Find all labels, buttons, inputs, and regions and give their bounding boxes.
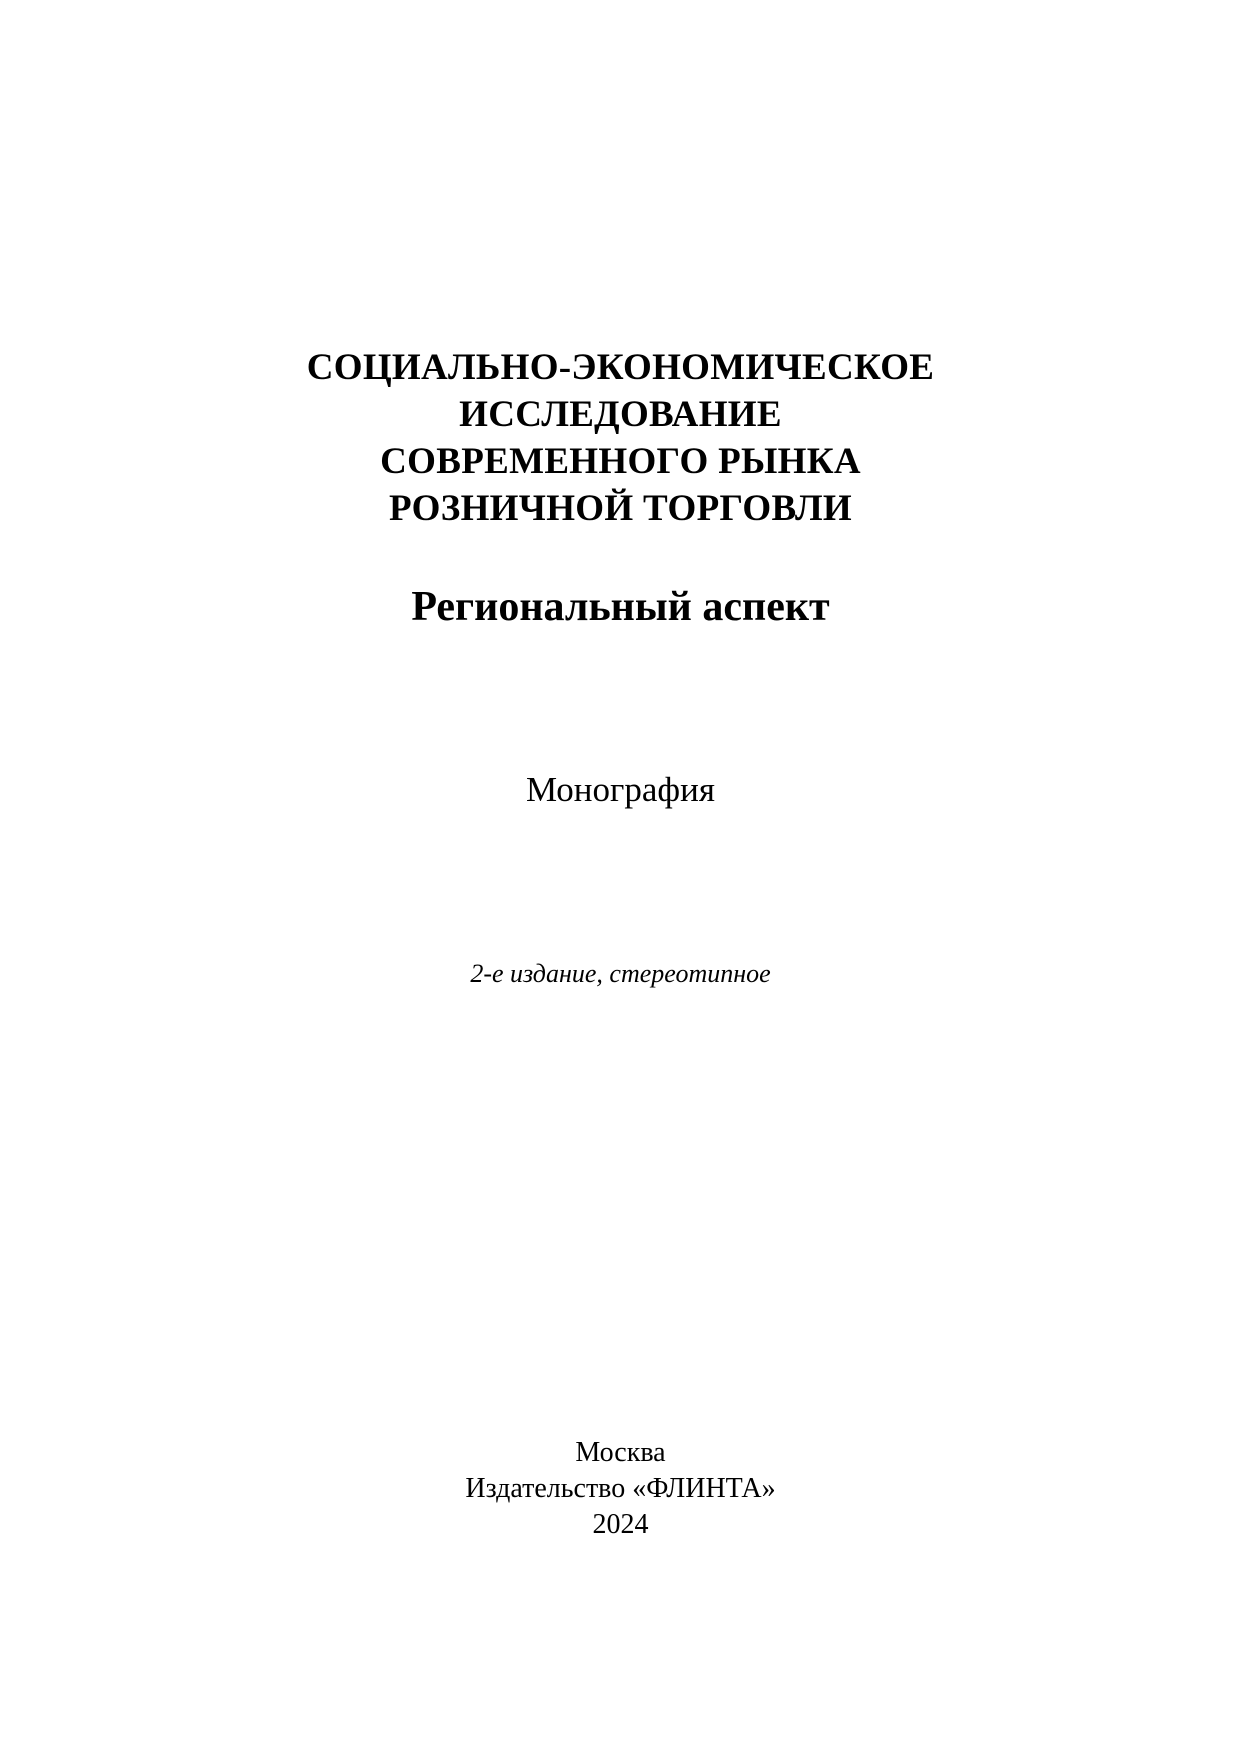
imprint-publisher: Издательство «ФЛИНТА» bbox=[465, 1473, 776, 1504]
edition-note: 2-е издание, стереотипное bbox=[470, 959, 771, 988]
book-subtitle: Региональный аспект bbox=[411, 584, 830, 630]
book-title-line: ИССЛЕДОВАНИЕ bbox=[459, 394, 782, 435]
book-title bbox=[0, 344, 1241, 532]
book-title-line: СОВРЕМЕННОГО РЫНКА bbox=[380, 441, 861, 482]
book-title-line: РОЗНИЧНОЙ ТОРГОВЛИ bbox=[389, 488, 852, 529]
book-genre: Монография bbox=[526, 770, 715, 809]
imprint-city: Москва bbox=[575, 1437, 666, 1468]
imprint bbox=[0, 1435, 1241, 1543]
book-title-line: СОЦИАЛЬНО-ЭКОНОМИЧЕСКОЕ bbox=[306, 347, 935, 388]
imprint-year: 2024 bbox=[592, 1509, 649, 1540]
